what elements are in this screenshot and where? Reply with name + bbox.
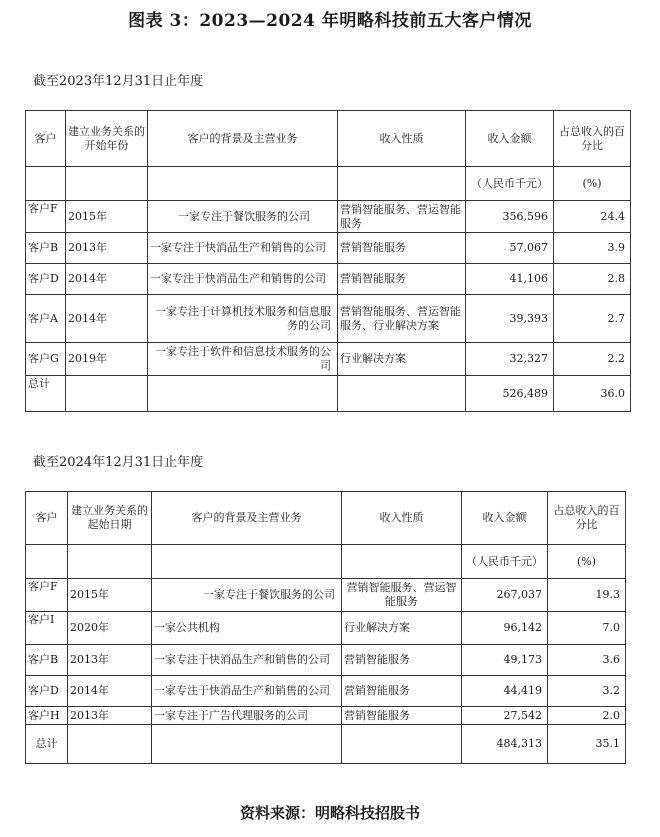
customer-background: 一家专注于快消品生产和销售的公司 <box>152 676 342 707</box>
unit-percentage: (%) <box>554 167 631 201</box>
table-row <box>26 612 626 645</box>
revenue-amount: 57,067 <box>466 233 554 264</box>
customer-name: 客户F <box>26 201 66 233</box>
start-year: 2015年 <box>66 201 148 233</box>
revenue-nature: 营销智能服务 <box>342 707 462 725</box>
revenue-amount: 96,142 <box>462 612 548 645</box>
customer-background: 一家专注于餐饮服务的公司 <box>152 579 342 612</box>
customer-background: 一家专注于餐饮服务的公司 <box>148 201 338 233</box>
total-amount: 484,313 <box>462 725 548 764</box>
table-row <box>26 676 626 707</box>
table-row <box>26 264 631 295</box>
revenue-amount: 356,596 <box>466 201 554 233</box>
header-start-year: 建立业务关系的开始年份 <box>66 111 148 167</box>
start-year: 2014年 <box>68 676 152 707</box>
revenue-percentage: 3.2 <box>548 676 626 707</box>
table-row <box>26 707 626 725</box>
revenue-nature: 营销智能服务、营运智能服务、行业解决方案 <box>338 295 466 343</box>
revenue-percentage: 7.0 <box>548 612 626 645</box>
revenue-percentage: 3.6 <box>548 645 626 676</box>
total-row <box>26 376 631 412</box>
table-row <box>26 343 631 376</box>
header-background: 客户的背景及主营业务 <box>148 111 338 167</box>
revenue-amount: 32,327 <box>466 343 554 376</box>
total-label: 总计 <box>26 725 68 764</box>
header-customer: 客户 <box>26 111 66 167</box>
header-start-date: 建立业务关系的起始日期 <box>68 492 152 545</box>
revenue-nature: 营销智能服务 <box>342 645 462 676</box>
header-percentage: 占总收入的百分比 <box>548 492 626 545</box>
customer-name: 客户D <box>26 676 68 707</box>
customer-name: 客户F <box>26 579 68 612</box>
unit-amount: （人民币千元） <box>462 545 548 579</box>
period-2024: 截至2024年12月31日止年度 <box>33 455 204 470</box>
revenue-percentage: 2.7 <box>554 295 631 343</box>
customer-name: 客户I <box>26 612 68 645</box>
header-customer: 客户 <box>26 492 68 545</box>
customer-background: 一家专注于快消品生产和销售的公司 <box>148 264 338 295</box>
revenue-percentage: 2.8 <box>554 264 631 295</box>
customer-name: 客户D <box>26 264 66 295</box>
total-label: 总计 <box>26 376 66 412</box>
revenue-nature: 行业解决方案 <box>342 612 462 645</box>
customer-background: 一家专注于快消品生产和销售的公司 <box>152 645 342 676</box>
total-percentage: 35.1 <box>548 725 626 764</box>
header-percentage: 占总收入的百分比 <box>554 111 631 167</box>
table-row <box>26 579 626 612</box>
revenue-nature: 营销智能服务 <box>338 233 466 264</box>
table-row <box>26 201 631 233</box>
revenue-amount: 49,173 <box>462 645 548 676</box>
start-year: 2014年 <box>66 264 148 295</box>
unit-amount: （人民币千元） <box>466 167 554 201</box>
header-nature: 收入性质 <box>342 492 462 545</box>
revenue-percentage: 24.4 <box>554 201 631 233</box>
revenue-percentage: 2.2 <box>554 343 631 376</box>
header-amount: 收入金额 <box>466 111 554 167</box>
page-title: 图表 3：2023—2024 年明略科技前五大客户情况 <box>128 11 532 31</box>
revenue-amount: 39,393 <box>466 295 554 343</box>
revenue-nature: 营销智能服务 <box>342 676 462 707</box>
customer-table-2024 <box>25 491 626 764</box>
revenue-nature: 营销智能服务、营运智能服务 <box>342 579 462 612</box>
revenue-amount: 267,037 <box>462 579 548 612</box>
total-percentage: 36.0 <box>554 376 631 412</box>
customer-name: 客户G <box>26 343 66 376</box>
header-nature: 收入性质 <box>338 111 466 167</box>
revenue-percentage: 2.0 <box>548 707 626 725</box>
table-row <box>26 233 631 264</box>
revenue-amount: 44,419 <box>462 676 548 707</box>
customer-name: 客户B <box>26 233 66 264</box>
revenue-nature: 行业解决方案 <box>338 343 466 376</box>
customer-background: 一家公共机构 <box>152 612 342 645</box>
start-year: 2019年 <box>66 343 148 376</box>
revenue-percentage: 19.3 <box>548 579 626 612</box>
revenue-amount: 27,542 <box>462 707 548 725</box>
header-amount: 收入金额 <box>462 492 548 545</box>
table-row <box>26 295 631 343</box>
total-amount: 526,489 <box>466 376 554 412</box>
revenue-percentage: 3.9 <box>554 233 631 264</box>
unit-percentage: (%) <box>548 545 626 579</box>
start-year: 2015年 <box>68 579 152 612</box>
source-note: 资料来源：明略科技招股书 <box>239 804 420 822</box>
start-year: 2014年 <box>66 295 148 343</box>
customer-background: 一家专注于广告代理服务的公司 <box>152 707 342 725</box>
customer-name: 客户B <box>26 645 68 676</box>
start-year: 2020年 <box>68 612 152 645</box>
revenue-nature: 营销智能服务、营运智能服务 <box>338 201 466 233</box>
header-background: 客户的背景及主营业务 <box>152 492 342 545</box>
customer-name: 客户H <box>26 707 68 725</box>
customer-background: 一家专注于快消品生产和销售的公司 <box>148 233 338 264</box>
start-year: 2013年 <box>66 233 148 264</box>
period-2023: 截至2023年12月31日止年度 <box>33 74 204 89</box>
customer-background: 一家专注于软件和信息技术服务的公司 <box>148 343 338 376</box>
customer-background: 一家专注于计算机技术服务和信息服务的公司 <box>148 295 338 343</box>
start-year: 2013年 <box>68 707 152 725</box>
start-year: 2013年 <box>68 645 152 676</box>
revenue-nature: 营销智能服务 <box>338 264 466 295</box>
table-row <box>26 645 626 676</box>
revenue-amount: 41,106 <box>466 264 554 295</box>
total-row <box>26 725 626 764</box>
customer-name: 客户A <box>26 295 66 343</box>
customer-table-2023 <box>25 110 631 412</box>
